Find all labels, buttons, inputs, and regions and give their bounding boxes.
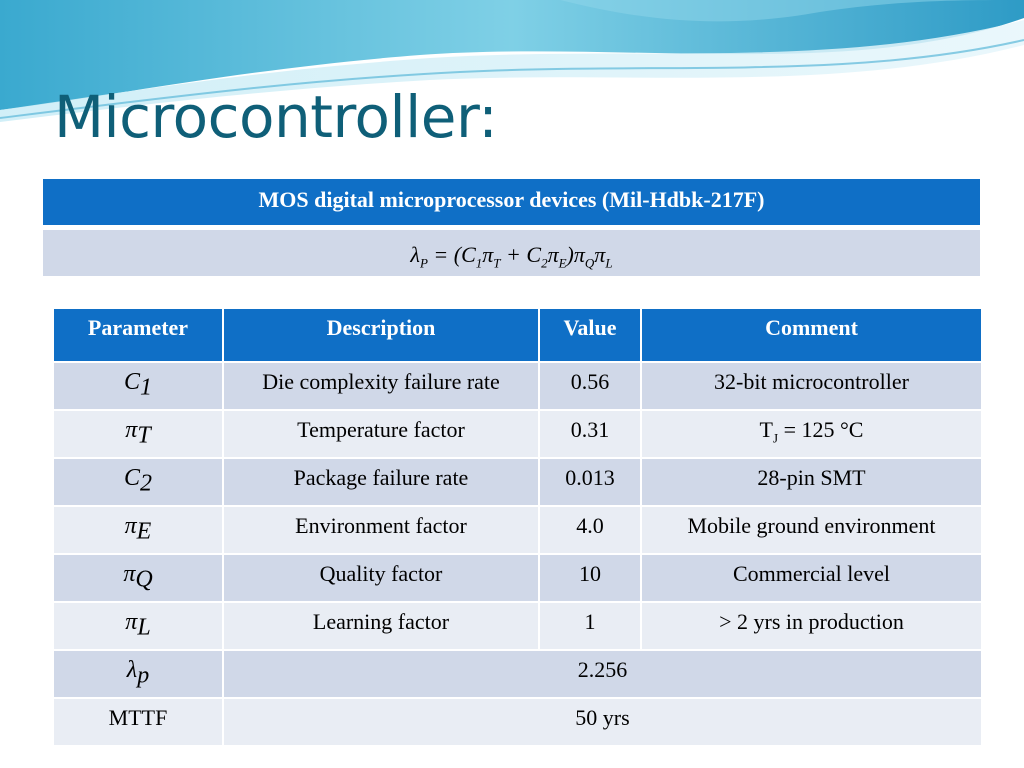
description-cell: Learning factor: [223, 602, 539, 650]
description-cell: Temperature factor: [223, 410, 539, 458]
parameter-cell: MTTF: [53, 698, 223, 746]
table-row: [53, 698, 982, 746]
parameter-cell: $\pi_Q$: [53, 554, 223, 602]
parameter-cell: $\pi_L$: [53, 602, 223, 650]
result-value-cell: 2.256: [223, 650, 982, 698]
parameter-table: [52, 307, 983, 747]
header-comment: Comment: [641, 308, 982, 362]
header-value: Value: [539, 308, 641, 362]
page-title: Microcontroller:: [54, 83, 498, 151]
header-description: Description: [223, 308, 539, 362]
result-value-cell: 50 yrs: [223, 698, 982, 746]
table-row: [53, 410, 982, 458]
description-cell: Package failure rate: [223, 458, 539, 506]
device-category-header: MOS digital microprocessor devices (Mil-Hdbk-217F): [43, 179, 980, 225]
table-row: [53, 650, 982, 698]
comment-cell: 28-pin SMT: [641, 458, 982, 506]
parameter-cell: $C_2$: [53, 458, 223, 506]
failure-rate-formula: $\lambda_P = (C_1\pi_T + C_2\pi_E)\pi_Q\pi_L$: [43, 230, 980, 276]
parameter-cell: $\lambda_p$: [53, 650, 223, 698]
header-parameter: Parameter: [53, 308, 223, 362]
value-cell: 0.31: [539, 410, 641, 458]
description-cell: Quality factor: [223, 554, 539, 602]
value-cell: 1: [539, 602, 641, 650]
table-row: [53, 506, 982, 554]
parameter-cell: $\pi_E$: [53, 506, 223, 554]
parameter-cell: $\pi_T$: [53, 410, 223, 458]
comment-cell: Mobile ground environment: [641, 506, 982, 554]
comment-cell: 32-bit microcontroller: [641, 362, 982, 410]
description-cell: Environment factor: [223, 506, 539, 554]
table-row: [53, 602, 982, 650]
comment-cell: $T_J = 125$ °C: [641, 410, 982, 458]
value-cell: 10: [539, 554, 641, 602]
table-header-row: [53, 308, 982, 362]
value-cell: 4.0: [539, 506, 641, 554]
comment-cell: Commercial level: [641, 554, 982, 602]
table-row: [53, 362, 982, 410]
description-cell: Die complexity failure rate: [223, 362, 539, 410]
value-cell: 0.56: [539, 362, 641, 410]
comment-cell: > 2 yrs in production: [641, 602, 982, 650]
table-row: [53, 458, 982, 506]
formula-rhs: = $(C_1\pi_T + C_2\pi_E)\pi_Q\pi_L$: [433, 242, 613, 271]
table-row: [53, 554, 982, 602]
value-cell: 0.013: [539, 458, 641, 506]
parameter-cell: $C_1$: [53, 362, 223, 410]
